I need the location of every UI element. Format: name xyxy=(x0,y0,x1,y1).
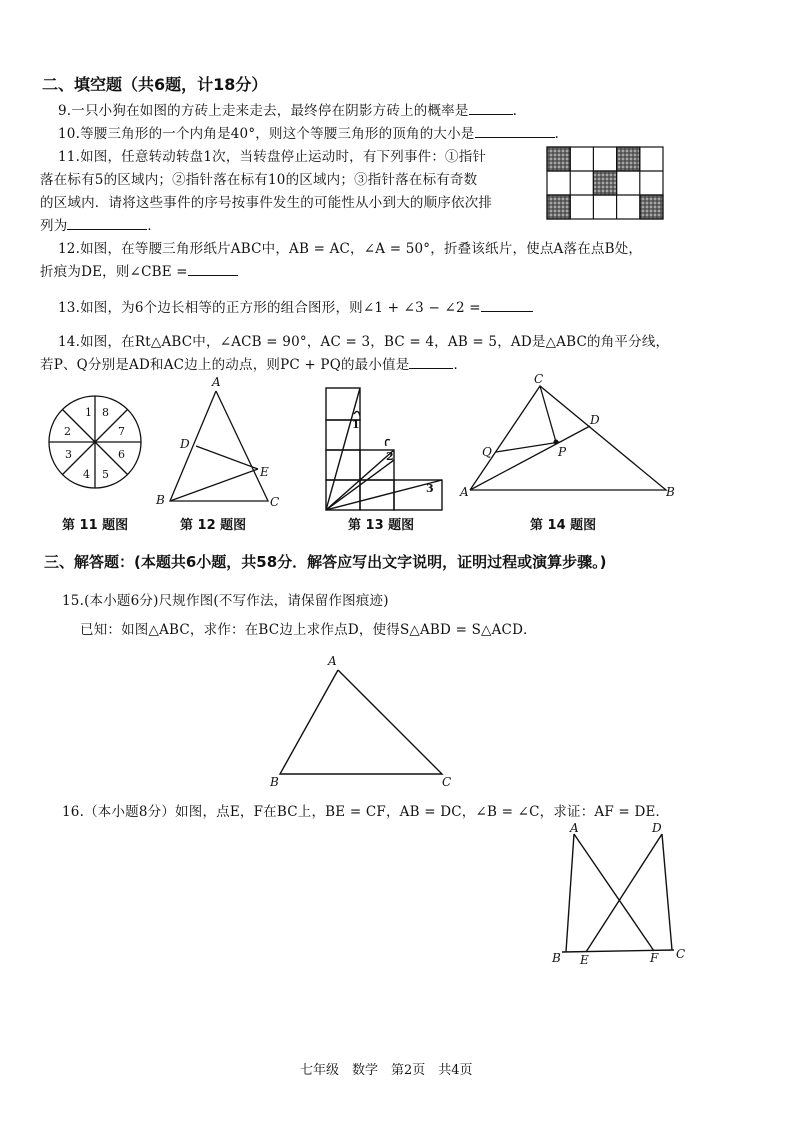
question-11-line-1: 11.如图，任意转动转盘1次，当转盘停止运动时，有下列事件：①指针 xyxy=(58,149,487,165)
point-label: B xyxy=(666,485,675,499)
angle-label: 3 xyxy=(426,482,434,495)
question-13 xyxy=(58,296,533,316)
shaded-tile xyxy=(617,147,640,171)
point-label: F xyxy=(650,951,659,965)
spinner-wheel-figure xyxy=(46,392,146,494)
question-12-text-end: 折痕为DE，则∠CBE = xyxy=(40,264,188,280)
question-10: 10.等腰三角形的一个内角是40°，则这个等腰三角形的顶角的大小是 . xyxy=(58,126,559,142)
question-12-line-1: 12.如图，在等腰三角形纸片ABC中，AB = AC，∠A = 50°，折叠该纸片，使点A落在点B处， xyxy=(58,241,643,257)
question-11-line-4: 列为 ． xyxy=(40,218,162,234)
question-11-line-2: 落在标有5的区域内；②指针落在标有10的区域内；③指针落在标有奇数 xyxy=(40,172,478,188)
point-label: C xyxy=(442,775,452,789)
caption-figure-12: 第 12 题图 xyxy=(180,518,247,533)
question-10-text: 10.等腰三角形的一个内角是40°，则这个等腰三角形的顶角的大小是 xyxy=(58,126,475,142)
question-16: 16.（本小题8分）如图，点E，F在BC上，BE = CF，AB = DC，∠B = ∠C，求证：AF = DE． xyxy=(62,804,670,820)
question-9: 9.一只小狗在如图的方砖上走来走去，最终停在阴影方砖上的概率是 . xyxy=(58,103,518,119)
point-label: C xyxy=(534,372,544,386)
wheel-number: 3 xyxy=(65,448,72,461)
question-14-text-end: 若P、Q分别是AD和AC边上的动点，则PC + PQ的最小值是 xyxy=(40,357,410,373)
point-label: A xyxy=(328,654,337,668)
answer-blank-11 xyxy=(67,216,147,230)
point-label: B xyxy=(552,951,561,965)
point-label: D xyxy=(652,821,662,835)
figure-15 xyxy=(262,650,462,792)
section-3-title: 三、解答题：(本题共6小题，共58分．解答应写出文字说明，证明过程或演算步骤。) xyxy=(44,553,607,571)
wheel-number: 5 xyxy=(102,468,109,481)
question-15-title: 15.(本小题6分)尺规作图(不写作法，请保留作图痕迹) xyxy=(62,593,389,609)
answer-blank-13 xyxy=(481,298,533,312)
point-label: B xyxy=(270,775,279,789)
wheel-number: 7 xyxy=(118,425,125,438)
wheel-number: 8 xyxy=(102,406,109,419)
point-label: C xyxy=(676,947,686,961)
point-label: B xyxy=(156,493,165,507)
shaded-tile xyxy=(593,171,616,195)
figure-12 xyxy=(150,374,282,510)
wheel-number: 6 xyxy=(118,448,125,461)
answer-blank-10 xyxy=(475,124,555,138)
question-14-line-1: 14.如图，在Rt△ABC中，∠ACB = 90°，AC = 3，BC = 4，AB = 5，AD是△ABC的角平分线， xyxy=(58,334,670,350)
point-label: C xyxy=(270,495,280,509)
tile-grid-figure xyxy=(546,146,664,220)
section-2-title: 二、填空题（共6题，计18分） xyxy=(42,75,268,94)
page-footer: 七年级 数学 第2页 共4页 xyxy=(300,1063,473,1078)
angle-label: 2 xyxy=(386,450,394,463)
point-label: D xyxy=(590,413,600,427)
question-15-body: 已知：如图△ABC，求作：在BC边上求作点D，使得S△ABD = S△ACD． xyxy=(80,622,537,638)
answer-blank-9 xyxy=(469,101,513,115)
answer-blank-12 xyxy=(188,262,238,276)
point-label: Q xyxy=(482,445,492,459)
caption-figure-11: 第 11 题图 xyxy=(62,518,129,533)
wheel-number: 2 xyxy=(64,425,71,438)
figure-13 xyxy=(320,384,450,514)
wheel-number: 4 xyxy=(83,468,90,481)
point-label: A xyxy=(212,375,221,389)
point-label: A xyxy=(570,821,579,835)
point-label: P xyxy=(558,445,567,459)
point-label: E xyxy=(580,953,589,967)
question-14-line-2: 若P、Q分别是AD和AC边上的动点，则PC + PQ的最小值是 ． xyxy=(40,357,468,373)
question-12-line-2 xyxy=(40,260,238,280)
point-label: A xyxy=(460,485,469,499)
wheel-number: 1 xyxy=(85,406,92,419)
figure-14 xyxy=(456,370,684,500)
caption-figure-14: 第 14 题图 xyxy=(530,518,597,533)
shaded-tile xyxy=(547,147,570,171)
question-11-line-3: 的区域内．请将这些事件的序号按事件发生的可能性从小到大的顺序依次排 xyxy=(40,195,493,211)
point-p-dot xyxy=(554,440,559,445)
question-13-text: 13.如图，为6个边长相等的正方形的组合图形，则∠1 + ∠3 − ∠2 = xyxy=(58,300,481,316)
answer-blank-14 xyxy=(409,355,453,369)
caption-figure-13: 第 13 题图 xyxy=(348,518,415,533)
point-label: D xyxy=(180,437,190,451)
question-11-text-end: 列为 xyxy=(40,218,68,234)
angle-label: 1 xyxy=(352,418,360,431)
question-9-text: 9.一只小狗在如图的方砖上走来走去，最终停在阴影方砖上的概率是 xyxy=(58,103,469,119)
point-label: E xyxy=(260,465,269,479)
figure-16 xyxy=(548,820,694,970)
shaded-tile xyxy=(547,195,570,219)
shaded-tile xyxy=(640,195,663,219)
